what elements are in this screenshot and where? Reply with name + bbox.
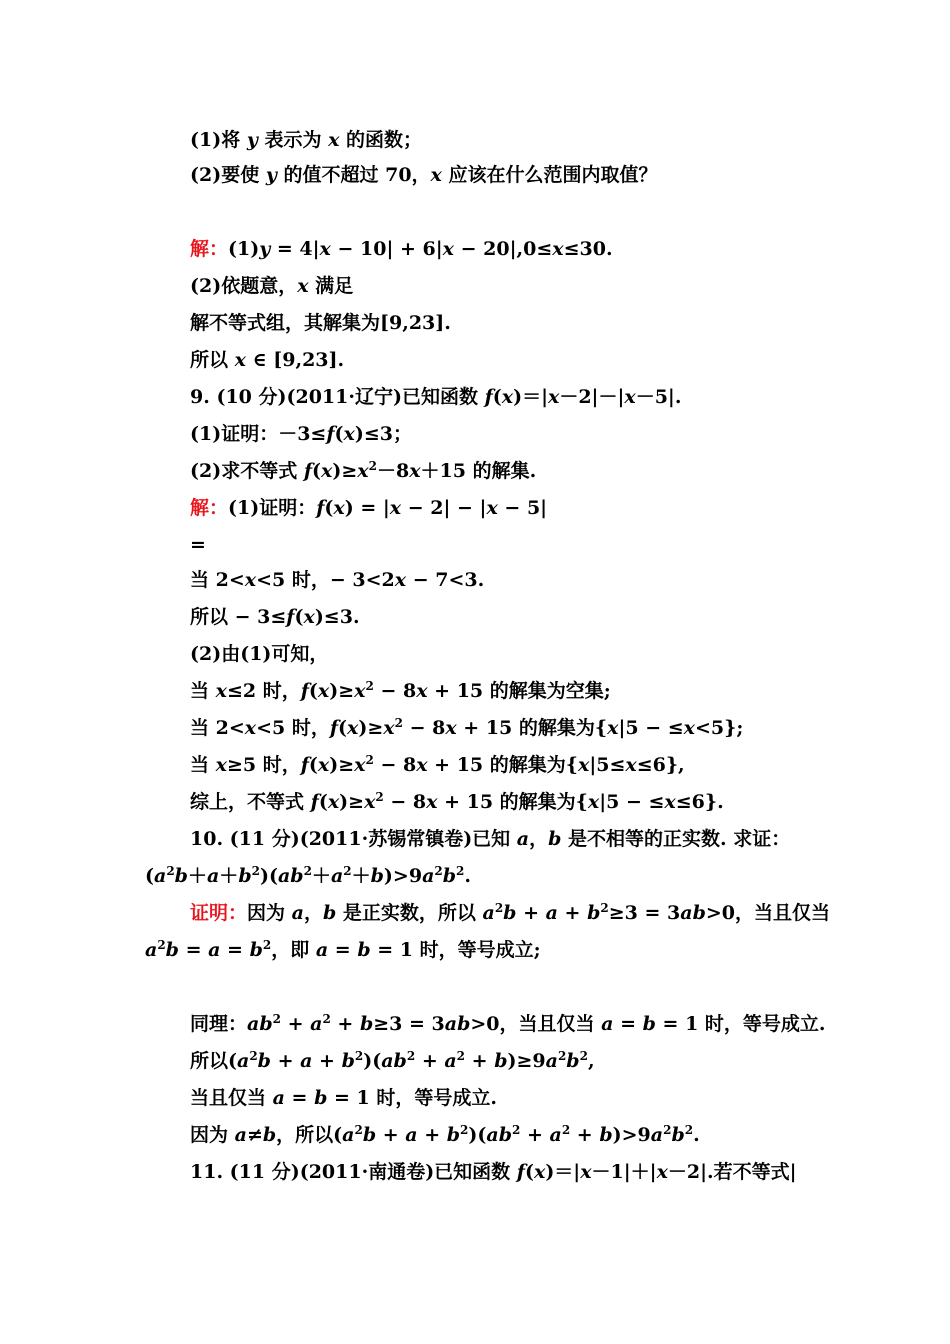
problem-9-heading: 9. (10 分)(2011·辽宁)已知函数 f(x)＝|x－2|－|x－5|. bbox=[190, 386, 682, 408]
text-line-13: 所以 − 3≤f(x)≤3. bbox=[190, 606, 360, 628]
text-line-12: 当 2<x<5 时，− 3<2x − 7<3. bbox=[190, 569, 485, 591]
text-line-26: 因为 a≠b，所以$(a^2b + a + b^2)(ab^2 + a^2 + b)>9a^2b^2$. bbox=[190, 1123, 700, 1146]
problem-10-heading: 10. (11 分)(2011·苏锡常镇卷)已知 a，b 是不相等的正实数. 求证： bbox=[190, 828, 791, 850]
solution-line-9: 解：(1)证明：f(x) = |x − 2| − |x − 5| bbox=[190, 497, 548, 519]
text-line-11: = bbox=[190, 534, 206, 556]
solution-label: 解： bbox=[190, 238, 229, 260]
text-line-15: 当 x≤2 时，$f(x)\ge x^2 - 8x + 15$ 的解集为空集; bbox=[190, 679, 611, 702]
text-line-17: 当 x≥5 时，$f(x)\ge x^2 - 8x + 15$ 的解集为{x|5≤x≤6}, bbox=[190, 753, 685, 776]
text-line-22: $a^2b = a = b^2$，即 a = b = 1 时，等号成立; bbox=[145, 938, 541, 961]
text-line-23: 同理：$ab^2 + a^2 + b\ge 3 = 3ab>0$，当且仅当 a = b = 1 时，等号成立. bbox=[190, 1012, 826, 1035]
text-line-6: 所以 x ∈ [9,23]. bbox=[190, 349, 345, 371]
text-line-4: (2)依题意，x 满足 bbox=[190, 275, 354, 297]
proof-label: 证明： bbox=[190, 902, 248, 924]
text-line-20: $(a^2b+a+b^2)(ab^2+a^2+b)>9a^2b^2$. bbox=[145, 864, 472, 887]
solution-line-1: 解：(1)y = 4|x − 10| + 6|x − 20|,0≤x≤30. bbox=[190, 238, 613, 260]
text-line-18: 综上，不等式 $f(x)\ge x^2 - 8x + 15$ 的解集为{x|5 − ≤x≤6}. bbox=[190, 790, 724, 813]
text-line-24: 所以$(a^2b + a + b^2)(ab^2 + a^2 + b)\ge 9a^2b^2$, bbox=[190, 1049, 595, 1072]
solution-label: 解： bbox=[190, 497, 229, 519]
text-line-9: (2)求不等式 $f(x)\ge x^2-8x+15$ 的解集. bbox=[190, 459, 537, 482]
proof-line-1: 证明：因为 a，b 是正实数，所以 $a^2b + a + b^2\ge 3 = 3ab>0$，当且仅当 bbox=[190, 901, 831, 924]
problem-11-heading: 11. (11 分)(2011·南通卷)已知函数 f(x)＝|x－1|＋|x－2|.若不等式| bbox=[190, 1161, 797, 1183]
text-line-16: 当 2<x<5 时，$f(x)\ge x^2 - 8x + 15$ 的解集为{x|5 − ≤x<5}; bbox=[190, 716, 744, 739]
text-line-25: 当且仅当 a = b = 1 时，等号成立. bbox=[190, 1087, 497, 1109]
text-line-8: (1)证明：－3≤f(x)≤3； bbox=[190, 423, 412, 445]
text-line-14: (2)由(1)可知， bbox=[190, 643, 329, 665]
text-line-2: (2)要使 y 的值不超过 70，x 应该在什么范围内取值？ bbox=[190, 164, 658, 186]
text-line-5: 解不等式组，其解集为[9,23]. bbox=[190, 312, 451, 334]
text-line-1: (1)将 y 表示为 x 的函数； bbox=[190, 129, 423, 151]
